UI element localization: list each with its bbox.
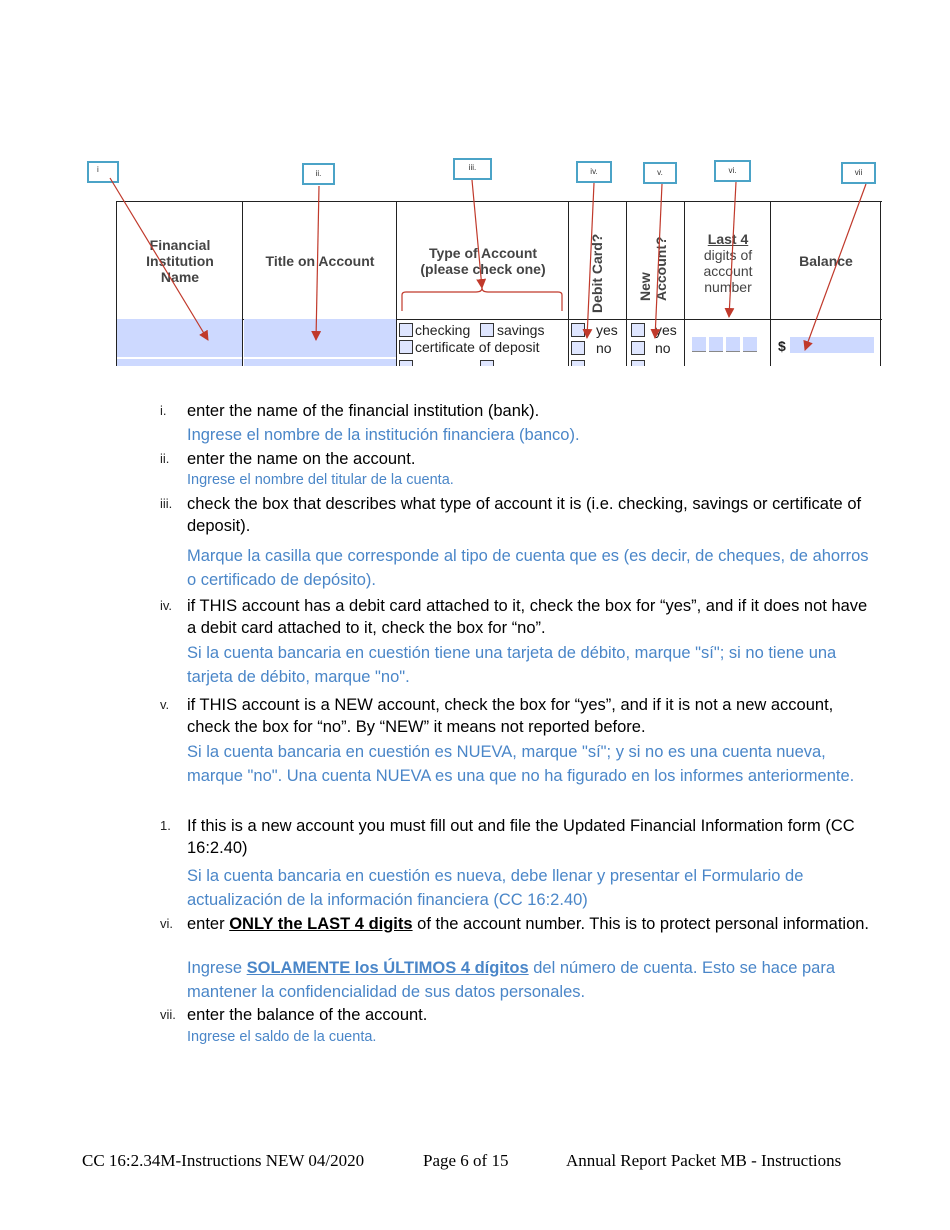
debit-card-no-label: no — [596, 340, 612, 356]
callout-iv: iv. — [576, 161, 612, 183]
arrow-iv — [587, 183, 594, 338]
header-debit-card: Debit Card? — [589, 233, 605, 313]
emphasis-ultimos-4-digitos: SOLAMENTE los ÚLTIMOS 4 dígitos — [246, 959, 529, 977]
callout-ii: ii. — [302, 163, 335, 185]
arrow-vi — [729, 182, 736, 317]
arrow-iii — [472, 180, 482, 288]
callout-i: i — [87, 161, 119, 183]
footer-packet-title: Annual Report Packet MB - Instructions — [566, 1151, 842, 1170]
instruction-english: enter the name on the account. — [187, 450, 416, 468]
callout-v: v. — [643, 162, 677, 184]
instruction-english: enter the name of the financial institution (bank). — [187, 402, 540, 420]
callout-vi: vi. — [714, 160, 751, 182]
footer-form-id: CC 16:2.34M-Instructions NEW 04/2020 — [82, 1151, 365, 1170]
instruction-marker: iii. — [160, 496, 173, 511]
instruction-spanish: Ingrese SOLAMENTE los ÚLTIMOS 4 dígitos del número de cuenta. Esto se hace para mantener la confidencialidad de sus datos personales. — [187, 959, 836, 1001]
instruction-english: If this is a new account you must fill out and file the Updated Financial Information form (CC 16:2.40) — [187, 817, 855, 857]
header-institution-name: Financial Institution Name — [146, 237, 214, 285]
arrow-v — [655, 184, 662, 338]
arrow-vii — [805, 184, 866, 350]
footer-page-number: Page 6 of 15 — [423, 1151, 509, 1170]
instruction-spanish: Ingrese el saldo de la cuenta. — [187, 1029, 377, 1045]
form-diagram — [0, 0, 950, 380]
instruction-english: check the box that describes what type of account it is (i.e. checking, savings or certificate of deposit). — [187, 495, 862, 535]
header-type-of-account: Type of Account (please check one) — [420, 245, 546, 277]
instruction-marker: v. — [160, 697, 170, 712]
instruction-marker: iv. — [160, 598, 173, 613]
instruction-marker: vi. — [160, 916, 173, 931]
instruction-spanish: Si la cuenta bancaria en cuestión es nueva, debe llenar y presentar el Formulario de actualización de la información financiera (CC 16:2.40) — [187, 867, 804, 909]
arrow-i — [110, 178, 208, 340]
callout-iii: iii. — [453, 158, 492, 180]
type-of-account-bracket — [402, 288, 562, 311]
checking-label: checking — [415, 322, 471, 338]
certificate-of-deposit-label: certificate of deposit — [415, 339, 540, 355]
header-balance: Balance — [799, 253, 853, 269]
instruction-spanish: Ingrese el nombre del titular de la cuenta. — [187, 472, 454, 488]
header-new-account: New Account? — [637, 236, 669, 301]
new-account-no-label: no — [655, 340, 671, 356]
header-title-on-account: Title on Account — [265, 253, 375, 269]
instruction-english: enter ONLY the LAST 4 digits of the account number. This is to protect personal information. — [187, 915, 870, 933]
instruction-marker: ii. — [160, 451, 170, 466]
instruction-marker: 1. — [160, 818, 171, 833]
instruction-english: if THIS account is a NEW account, check the box for “yes”, and if it is not a new account, check the box for “no”. By “NEW” it means not reported before. — [187, 696, 834, 736]
emphasis-last-4-digits: ONLY the LAST 4 digits — [229, 915, 413, 933]
debit-card-yes-label: yes — [596, 322, 618, 338]
instruction-spanish: Si la cuenta bancaria en cuestión es NUEVA, marque "sí"; y si no es una cuenta nueva, marque "no". Una cuenta NUEVA es una que no ha figurado en los informes anteriormente. — [187, 743, 855, 785]
currency-symbol: $ — [778, 338, 786, 354]
instruction-marker: i. — [160, 403, 167, 418]
instruction-english: if THIS account has a debit card attached to it, check the box for “yes”, and if it does not have a debit card attached to it, check the box for “no”. — [187, 597, 868, 637]
new-account-yes-label: yes — [655, 322, 677, 338]
header-last-4-digits: Last 4 digits of account number — [703, 231, 753, 295]
instruction-marker: vii. — [160, 1007, 176, 1022]
annotation-arrows — [0, 0, 950, 380]
instruction-spanish: Ingrese el nombre de la institución financiera (banco). — [187, 426, 580, 444]
savings-label: savings — [497, 322, 545, 338]
callout-vii: vii — [841, 162, 876, 184]
instruction-english: enter the balance of the account. — [187, 1006, 428, 1024]
instruction-spanish: Si la cuenta bancaria en cuestión tiene una tarjeta de débito, marque "sí"; si no tiene una tarjeta de débito, marque "no". — [187, 644, 837, 686]
instruction-spanish: Marque la casilla que corresponde al tipo de cuenta que es (es decir, de cheques, de ahorros o certificado de depósito). — [187, 547, 869, 589]
arrow-ii — [316, 186, 319, 340]
